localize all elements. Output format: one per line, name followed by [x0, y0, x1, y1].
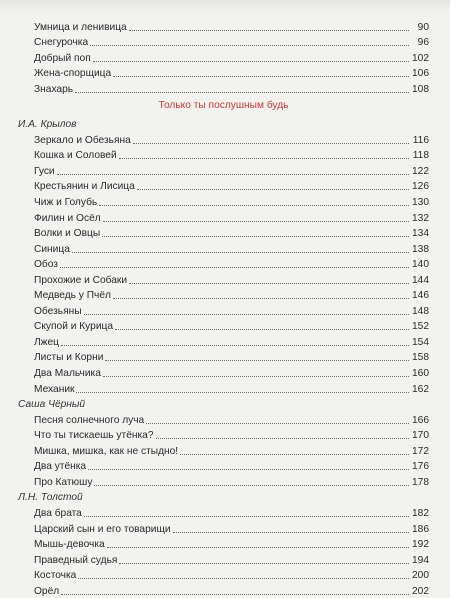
dot-leader	[137, 189, 409, 190]
toc-entry-title: Чиж и Голубь	[34, 197, 98, 209]
dot-leader	[107, 547, 409, 548]
dot-leader	[102, 236, 409, 237]
toc-entry[interactable]	[18, 49, 429, 65]
dot-leader	[129, 283, 409, 284]
toc-entry-page-number: 182	[412, 507, 429, 519]
dot-leader	[61, 594, 409, 595]
dot-leader	[115, 329, 409, 330]
section-heading: Только ты послушным будь	[158, 100, 289, 112]
toc-entry[interactable]	[18, 427, 429, 443]
toc-entry[interactable]	[18, 333, 429, 349]
toc-entry[interactable]	[18, 80, 429, 96]
toc-entry-page-number: 170	[412, 430, 429, 442]
dot-leader	[88, 469, 409, 470]
dot-leader	[103, 221, 409, 222]
toc-entry-title: Медведь у Пчёл	[34, 290, 111, 302]
author-heading: Л.Н. Толстой	[18, 492, 83, 504]
toc-entry-title: Знахарь	[34, 83, 74, 95]
toc-entry-title: Песня солнечного луча	[34, 414, 145, 426]
dot-leader	[94, 485, 409, 486]
toc-entry[interactable]	[18, 287, 429, 303]
dot-leader	[113, 298, 409, 299]
toc-entry[interactable]	[18, 178, 429, 194]
toc-entry-page-number: 108	[412, 83, 429, 95]
toc-entry-page-number: 148	[412, 305, 429, 317]
dot-leader	[72, 252, 409, 253]
toc-entry[interactable]	[18, 193, 429, 209]
toc-entry-page-number: 152	[412, 321, 429, 333]
dot-leader	[146, 423, 409, 424]
toc-entry-page-number: 172	[412, 445, 429, 457]
toc-entry[interactable]	[18, 567, 429, 583]
toc-entry-title: Два Мальчика	[34, 368, 101, 380]
toc-entry[interactable]	[18, 271, 429, 287]
toc-entry-title: Кошка и Соловей	[34, 150, 117, 162]
table-of-contents	[18, 18, 429, 598]
toc-entry-page-number: 194	[412, 554, 429, 566]
toc-entry-page-number: 122	[412, 165, 429, 177]
toc-entry-title: Орёл	[34, 585, 60, 597]
toc-entry-title: Про Катюшу	[34, 476, 93, 488]
toc-entry-title: Крестьянин и Лисица	[34, 181, 135, 193]
toc-entry[interactable]	[18, 504, 429, 520]
dot-leader	[78, 578, 409, 579]
dot-leader	[113, 76, 409, 77]
toc-entry-page-number: 178	[412, 476, 429, 488]
toc-entry[interactable]	[18, 520, 429, 536]
dot-leader	[61, 345, 409, 346]
dot-leader	[156, 438, 410, 439]
dot-leader	[105, 360, 409, 361]
toc-entry-title: Добрый поп	[34, 52, 91, 64]
toc-entry-title: Два брата	[34, 507, 82, 519]
toc-entry-title: Косточка	[34, 570, 77, 582]
toc-entry-page-number: 102	[412, 52, 429, 64]
toc-entry[interactable]	[18, 473, 429, 489]
toc-entry[interactable]	[18, 240, 429, 256]
toc-entry-page-number: 200	[412, 570, 429, 582]
dot-leader	[119, 158, 409, 159]
toc-entry[interactable]	[18, 225, 429, 241]
toc-entry-page-number: 130	[412, 197, 429, 209]
toc-entry-page-number: 154	[412, 336, 429, 348]
dot-leader	[57, 174, 409, 175]
toc-entry-page-number: 118	[412, 150, 429, 162]
toc-entry[interactable]	[18, 318, 429, 334]
toc-entry-page-number: 160	[412, 368, 429, 380]
toc-entry[interactable]	[18, 18, 429, 34]
toc-entry-title: Прохожие и Собаки	[34, 274, 128, 286]
toc-entry-page-number: 90	[417, 21, 429, 33]
toc-entry-title: Умница и ленивица	[34, 21, 127, 33]
toc-entry-page-number: 140	[412, 259, 429, 271]
toc-entry-title: Листы и Корни	[34, 352, 104, 364]
toc-entry-title: Жена-спорщица	[34, 68, 112, 80]
toc-entry[interactable]	[18, 147, 429, 163]
toc-entry-page-number: 132	[412, 212, 429, 224]
toc-entry-title: Снегурочка	[34, 37, 89, 49]
toc-entry[interactable]	[18, 65, 429, 81]
toc-entry[interactable]	[18, 349, 429, 365]
toc-entry[interactable]	[18, 380, 429, 396]
toc-entry-title: Синица	[34, 243, 70, 255]
dot-leader	[129, 30, 409, 31]
toc-entry-title: Мышь-девочка	[34, 539, 105, 551]
toc-entry-title: Гуси	[34, 165, 55, 177]
toc-entry-page-number: 96	[417, 37, 429, 49]
toc-entry-title: Лжец	[34, 336, 60, 348]
toc-entry[interactable]	[18, 458, 429, 474]
dot-leader	[103, 376, 409, 377]
dot-leader	[119, 563, 409, 564]
toc-entry[interactable]	[18, 302, 429, 318]
toc-entry-page-number: 138	[412, 243, 429, 255]
dot-leader	[180, 454, 409, 455]
toc-entry[interactable]	[18, 209, 429, 225]
page-top-shadow	[0, 0, 450, 14]
toc-entry-title: Царский сын и его товарищи	[34, 523, 171, 535]
toc-entry[interactable]	[18, 411, 429, 427]
dot-leader	[173, 532, 409, 533]
toc-entry-title: Мишка, мишка, как не стыдно!	[34, 445, 179, 457]
dot-leader	[84, 314, 409, 315]
toc-entry[interactable]	[18, 256, 429, 272]
toc-entry[interactable]	[18, 34, 429, 50]
dot-leader	[90, 45, 409, 46]
toc-entry[interactable]	[18, 551, 429, 567]
dot-leader	[75, 92, 409, 93]
toc-entry-title: Обезьяны	[34, 305, 82, 317]
toc-entry-title: Филин и Осёл	[34, 212, 101, 224]
toc-entry[interactable]	[18, 162, 429, 178]
toc-entry[interactable]	[18, 364, 429, 380]
dot-leader	[76, 392, 409, 393]
toc-entry-page-number: 146	[412, 290, 429, 302]
author-heading: И.А. Крылов	[18, 119, 77, 131]
toc-entry-page-number: 158	[412, 352, 429, 364]
toc-entry-title: Механик	[34, 383, 75, 395]
toc-entry-page-number: 162	[412, 383, 429, 395]
toc-entry-title: Что ты тискаешь утёнка?	[34, 430, 154, 442]
toc-entry-title: Обоз	[34, 259, 58, 271]
toc-entry[interactable]	[18, 582, 429, 598]
toc-entry[interactable]	[18, 131, 429, 147]
toc-entry-title: Два утёнка	[34, 461, 87, 473]
toc-entry-title: Праведный судья	[34, 554, 118, 566]
toc-entry-page-number: 106	[412, 68, 429, 80]
toc-entry-page-number: 144	[412, 274, 429, 286]
toc-entry-page-number: 176	[412, 461, 429, 473]
toc-entry-title: Волки и Овцы	[34, 228, 101, 240]
toc-entry-page-number: 134	[412, 228, 429, 240]
toc-entry-title: Зеркало и Обезьяна	[34, 134, 131, 146]
toc-entry[interactable]	[18, 442, 429, 458]
toc-entry-page-number: 202	[412, 585, 429, 597]
author-heading: Саша Чёрный	[18, 399, 86, 411]
toc-entry[interactable]	[18, 536, 429, 552]
toc-entry-page-number: 186	[412, 523, 429, 535]
toc-entry-page-number: 126	[412, 181, 429, 193]
dot-leader	[99, 205, 409, 206]
toc-entry-page-number: 192	[412, 539, 429, 551]
dot-leader	[60, 267, 409, 268]
toc-entry-page-number: 116	[412, 134, 429, 146]
dot-leader	[93, 61, 409, 62]
dot-leader	[84, 516, 409, 517]
toc-entry-page-number: 166	[412, 414, 429, 426]
dot-leader	[133, 143, 409, 144]
toc-entry-title: Скупой и Курица	[34, 321, 114, 333]
